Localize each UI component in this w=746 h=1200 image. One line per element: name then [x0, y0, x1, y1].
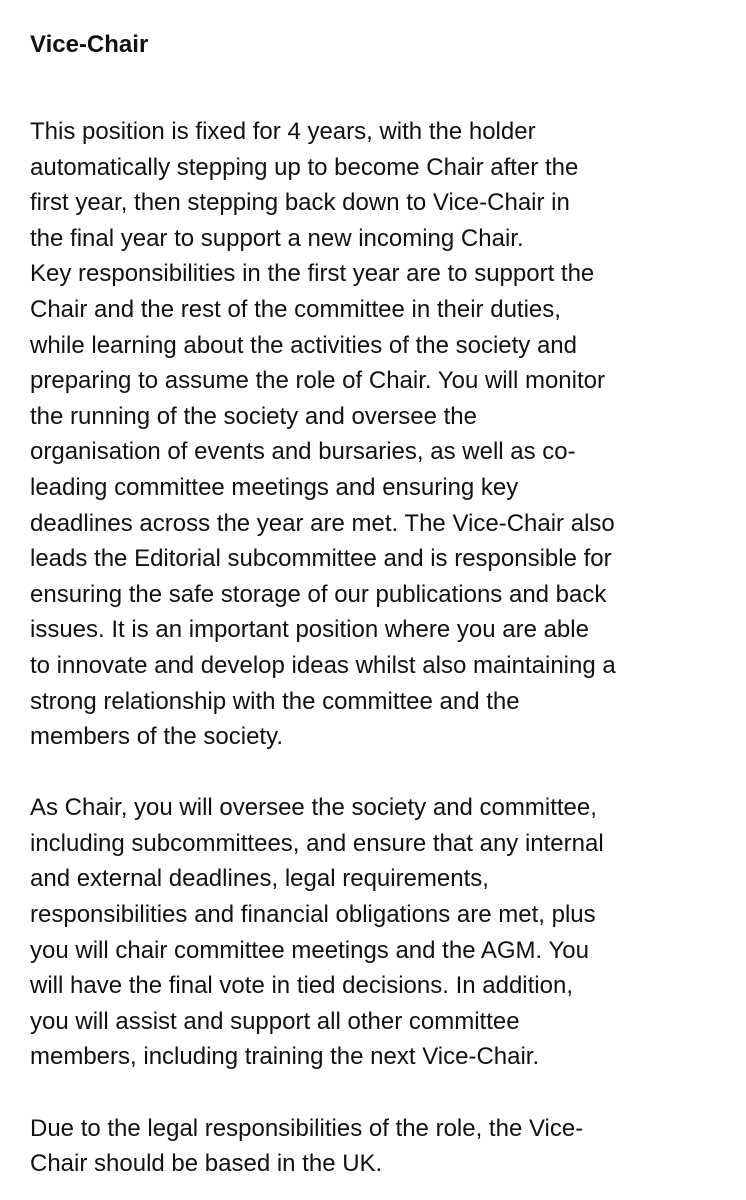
text-line: deadlines across the year are met. The Vice-Chair also — [30, 509, 615, 537]
text-line: preparing to assume the role of Chair. You will monitor — [30, 367, 605, 395]
text-line: ensuring the safe storage of our publications and back — [30, 580, 607, 608]
text-line: issues. It is an important position where you are able — [30, 616, 589, 644]
text-line: Key responsibilities in the first year are to support the — [30, 260, 595, 288]
text-line: Due to the legal responsibilities of the role, the Vice- — [30, 1114, 584, 1142]
text-line: Chair should be based in the UK. — [30, 1150, 383, 1178]
paragraph-vice-chair-role — [30, 114, 730, 755]
paragraph-spacer — [30, 755, 730, 791]
text-line: members of the society. — [30, 723, 283, 751]
text-line: members, including training the next Vice-Chair. — [30, 1043, 540, 1071]
paragraph-location-requirement — [30, 1111, 730, 1182]
paragraph-spacer — [30, 1075, 730, 1111]
text-line: automatically stepping up to become Chair after the — [30, 153, 579, 181]
text-line: As Chair, you will oversee the society and committee, — [30, 794, 597, 822]
text-line: Chair and the rest of the committee in their duties, — [30, 295, 561, 323]
text-line: first year, then stepping back down to Vice-Chair in — [30, 189, 570, 217]
text-line: while learning about the activities of the society and — [30, 331, 577, 359]
text-line: the final year to support a new incoming Chair. — [30, 224, 524, 252]
document-title: Vice-Chair — [30, 31, 149, 58]
paragraph-chair-role — [30, 790, 730, 1075]
text-line: responsibilities and financial obligations are met, plus — [30, 901, 596, 929]
text-line: This position is fixed for 4 years, with the holder — [30, 118, 536, 145]
text-line: will have the final vote in tied decisions. In addition, — [30, 972, 573, 1000]
text-line: including subcommittees, and ensure that any internal — [30, 829, 604, 857]
text-line: leads the Editorial subcommittee and is responsible for — [30, 545, 612, 573]
text-line: leading committee meetings and ensuring key — [30, 473, 519, 501]
text-line: you will assist and support all other committee — [30, 1007, 520, 1035]
text-line: to innovate and develop ideas whilst also maintaining a — [30, 651, 616, 679]
document — [30, 22, 730, 1182]
text-line: strong relationship with the committee and the — [30, 687, 520, 715]
text-line: the running of the society and oversee the — [30, 402, 477, 430]
title-spacer — [30, 68, 730, 114]
text-line: you will chair committee meetings and the AGM. You — [30, 936, 589, 964]
text-line: organisation of events and bursaries, as well as co- — [30, 438, 576, 466]
text-line: and external deadlines, legal requirements, — [30, 865, 489, 893]
